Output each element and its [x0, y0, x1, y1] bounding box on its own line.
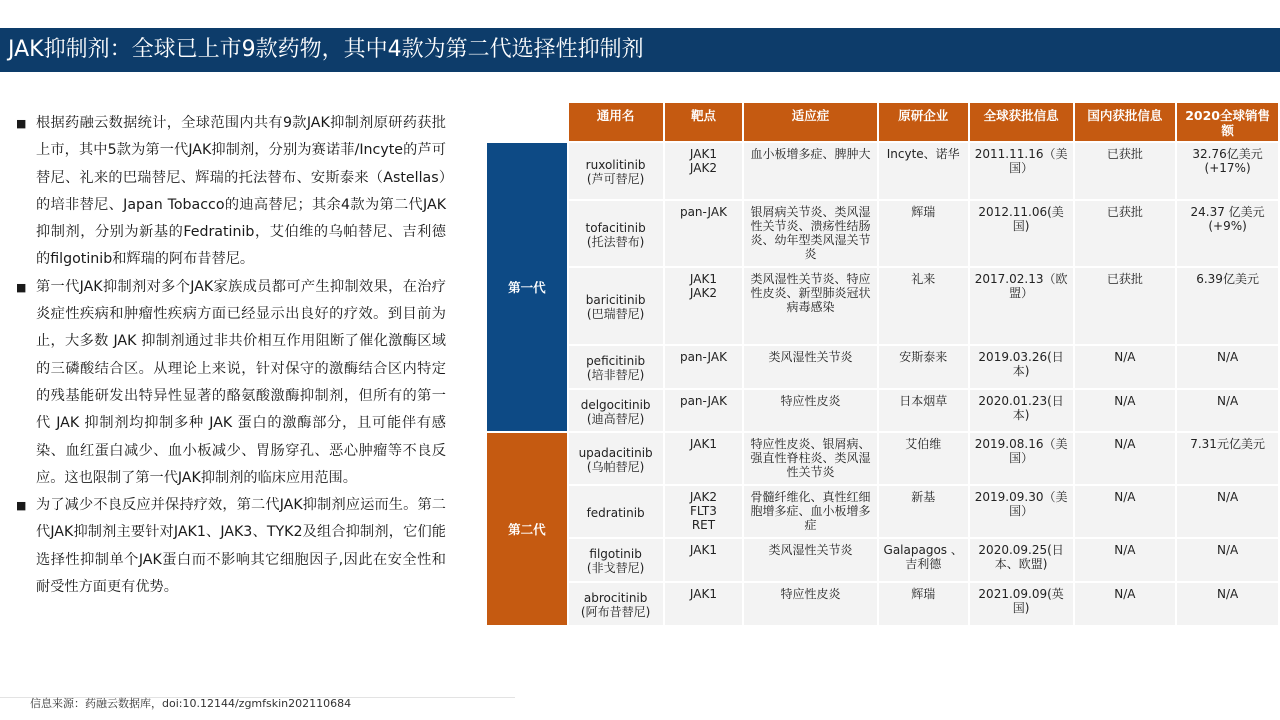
cell-target: pan-JAK	[664, 389, 744, 432]
jak-inhibitor-table	[485, 101, 1280, 627]
cell-company: 日本烟草	[878, 389, 969, 432]
cell-domestic: N/A	[1074, 582, 1177, 626]
cell-target: JAK1	[664, 432, 744, 485]
page-title: JAK抑制剂：全球已上市9款药物，其中4款为第二代选择性抑制剂	[0, 28, 1280, 72]
cell-global: 2019.08.16（美国）	[969, 432, 1074, 485]
table-header-row	[486, 102, 1279, 142]
table-row	[486, 345, 1279, 389]
cell-company: 安斯泰来	[878, 345, 969, 389]
cell-company: 艾伯维	[878, 432, 969, 485]
cell-name: ruxolitinib (芦可替尼)	[568, 142, 664, 200]
cell-company: 辉瑞	[878, 200, 969, 267]
bullet-square-icon: ■	[16, 280, 27, 294]
bullet-square-icon: ■	[16, 117, 27, 130]
cell-target: JAK1	[664, 538, 744, 582]
header-domestic-approval: 国内获批信息	[1074, 102, 1177, 142]
cell-sales: 7.31元亿美元	[1176, 432, 1279, 485]
bullet-item	[16, 492, 446, 601]
cell-indication: 类风湿性关节炎	[743, 538, 877, 582]
bullet-square-icon: ■	[16, 499, 27, 513]
cell-sales: N/A	[1176, 389, 1279, 432]
cell-global: 2011.11.16（美国）	[969, 142, 1074, 200]
header-generic-name: 通用名	[568, 102, 664, 142]
cell-domestic: N/A	[1074, 389, 1177, 432]
cell-name: baricitinib (巴瑞替尼)	[568, 267, 664, 345]
cell-indication: 骨髓纤维化、真性红细胞增多症、血小板增多症	[743, 485, 877, 538]
cell-domestic: 已获批	[1074, 200, 1177, 267]
cell-indication: 特应性皮炎	[743, 389, 877, 432]
cell-name: filgotinib (非戈替尼)	[568, 538, 664, 582]
header-indication: 适应症	[743, 102, 877, 142]
cell-target: pan-JAK	[664, 200, 744, 267]
cell-name: peficitinib (培非替尼)	[568, 345, 664, 389]
cell-target: JAK2 FLT3 RET	[664, 485, 744, 538]
cell-indication: 特应性皮炎、银屑病、强直性脊柱炎、类风湿性关节炎	[743, 432, 877, 485]
cell-company: Galapagos 、吉利德	[878, 538, 969, 582]
table-row	[486, 200, 1279, 267]
cell-sales: N/A	[1176, 582, 1279, 626]
cell-domestic: 已获批	[1074, 267, 1177, 345]
cell-sales: N/A	[1176, 485, 1279, 538]
bullet-list	[16, 110, 446, 601]
cell-domestic: N/A	[1074, 538, 1177, 582]
cell-name: tofacitinib (托法替布)	[568, 200, 664, 267]
table-row	[486, 432, 1279, 485]
cell-domestic: 已获批	[1074, 142, 1177, 200]
group-second-generation: 第二代	[486, 432, 568, 626]
cell-name: abrocitinib (阿布昔替尼)	[568, 582, 664, 626]
header-blank	[486, 102, 568, 142]
cell-global: 2020.09.25(日本、欧盟)	[969, 538, 1074, 582]
cell-name: delgocitinib (迪高替尼)	[568, 389, 664, 432]
cell-indication: 类风湿性关节炎、特应性皮炎、新型肺炎冠状病毒感染	[743, 267, 877, 345]
cell-global: 2019.03.26(日本)	[969, 345, 1074, 389]
table-row	[486, 142, 1279, 200]
cell-domestic: N/A	[1074, 432, 1177, 485]
cell-global: 2017.02.13（欧盟）	[969, 267, 1074, 345]
table-row	[486, 267, 1279, 345]
cell-indication: 银屑病关节炎、类风湿性关节炎、溃疡性结肠炎、幼年型类风湿关节炎	[743, 200, 877, 267]
cell-domestic: N/A	[1074, 345, 1177, 389]
bullet-text: 根据药融云数据统计，全球范围内共有9款JAK抑制剂原研药获批上市，其中5款为第一代JAK抑制剂，分别为赛诺菲/Incyte的芦可替尼、礼来的巴瑞替尼、辉瑞的托法替布、安斯泰来（Astellas）的培非替尼、Japan Tobacco的迪高替尼；其余4款为第二代JAK抑制剂，分别为新基的Fedratinib，艾伯维的乌帕替尼、吉利德的filgotinib和辉瑞的阿布昔替尼。	[36, 115, 446, 268]
cell-target: JAK1 JAK2	[664, 267, 744, 345]
table-row	[486, 389, 1279, 432]
cell-sales: 24.37 亿美元 (+9%)	[1176, 200, 1279, 267]
cell-name: upadacitinib (乌帕替尼)	[568, 432, 664, 485]
cell-sales: N/A	[1176, 538, 1279, 582]
header-global-approval: 全球获批信息	[969, 102, 1074, 142]
cell-indication: 血小板增多症、脾肿大	[743, 142, 877, 200]
cell-company: 新基	[878, 485, 969, 538]
cell-target: pan-JAK	[664, 345, 744, 389]
cell-global: 2021.09.09(英国)	[969, 582, 1074, 626]
bullet-item	[16, 110, 446, 274]
bullet-text: 为了减少不良反应并保持疗效，第二代JAK抑制剂应运而生。第二代JAK抑制剂主要针对JAK1、JAK3、TYK2及组合抑制剂，它们能选择性抑制单个JAK蛋白而不影响其它细胞因子,因此在安全性和耐受性方面更有优势。	[36, 497, 446, 596]
table-row	[486, 582, 1279, 626]
cell-company: 礼来	[878, 267, 969, 345]
cell-global: 2019.09.30（美国）	[969, 485, 1074, 538]
cell-global: 2012.11.06(美国)	[969, 200, 1074, 267]
cell-sales: 32.76亿美元 (+17%)	[1176, 142, 1279, 200]
cell-company: 辉瑞	[878, 582, 969, 626]
cell-indication: 特应性皮炎	[743, 582, 877, 626]
table-row	[486, 485, 1279, 538]
bullet-item	[16, 274, 446, 492]
header-company: 原研企业	[878, 102, 969, 142]
bullet-text: 第一代JAK抑制剂对多个JAK家族成员都可产生抑制效果，在治疗炎症性疾病和肿瘤性疾病方面已经显示出良好的疗效。到目前为止，大多数 JAK 抑制剂通过非共价相互作用阻断了催化激酶区域的三磷酸结合区。从理论上来说，针对保守的激酶结合区内特定的残基能研发出特异性显著的酪氨酸激酶抑制剂，但所有的第一代 JAK 抑制剂均抑制多种 JAK 蛋白的激酶部分，且可能伴有感染、血红蛋白减少、血小板减少、胃肠穿孔、恶心肿瘤等不良反应。这也限制了第一代JAK抑制剂的临床应用范围。	[36, 278, 446, 486]
header-sales-2020: 2020全球销售额	[1176, 102, 1279, 142]
cell-company: Incyte、诺华	[878, 142, 969, 200]
cell-target: JAK1	[664, 582, 744, 626]
cell-global: 2020.01.23(日本)	[969, 389, 1074, 432]
group-first-generation: 第一代	[486, 142, 568, 432]
cell-indication: 类风湿性关节炎	[743, 345, 877, 389]
header-target: 靶点	[664, 102, 744, 142]
cell-name: fedratinib	[568, 485, 664, 538]
table-row	[486, 538, 1279, 582]
cell-sales: N/A	[1176, 345, 1279, 389]
cell-sales: 6.39亿美元	[1176, 267, 1279, 345]
cell-target: JAK1 JAK2	[664, 142, 744, 200]
cell-domestic: N/A	[1074, 485, 1177, 538]
source-note: 信息来源：药融云数据库，doi:10.12144/zgmfskin202110684	[30, 697, 352, 710]
